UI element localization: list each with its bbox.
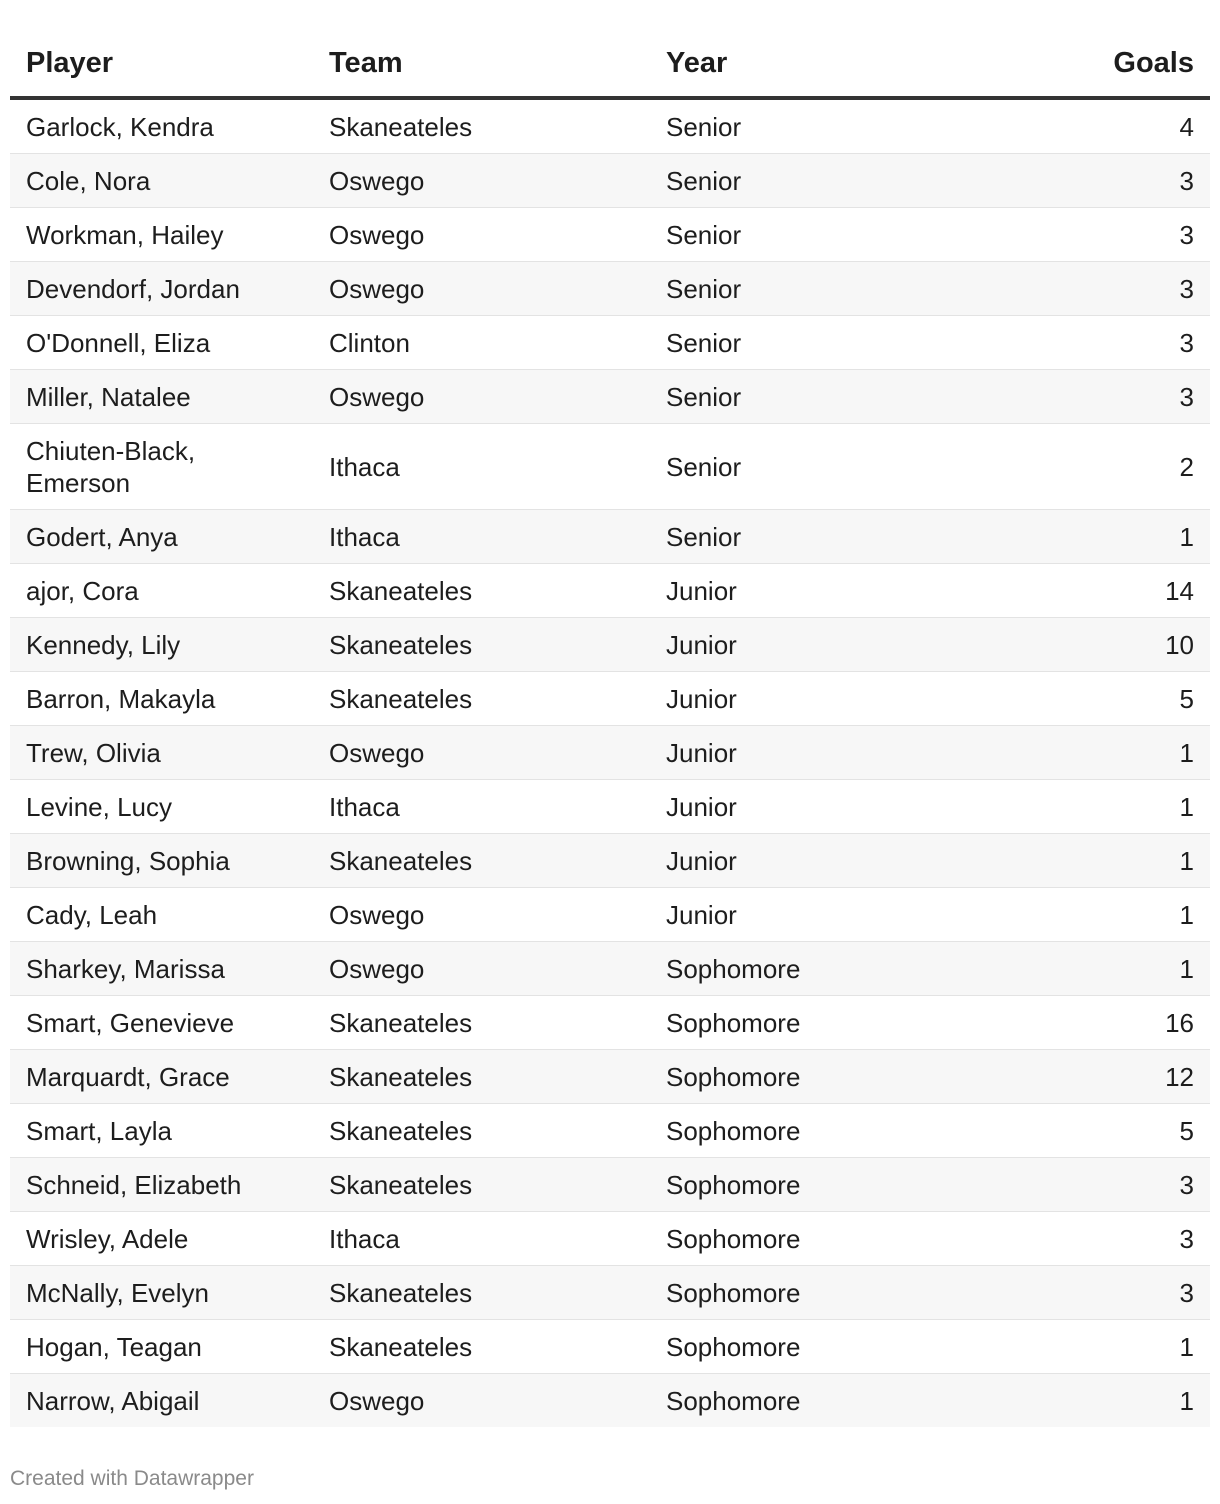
table-row [10, 780, 1210, 834]
table-row [10, 834, 1210, 888]
cell-player: McNally, Evelyn [10, 1266, 313, 1320]
cell-team: Skaneateles [313, 98, 650, 154]
table-row [10, 1104, 1210, 1158]
cell-year: Sophomore [650, 1158, 980, 1212]
cell-goals: 1 [980, 888, 1210, 942]
cell-player: O'Donnell, Eliza [10, 316, 313, 370]
table-row [10, 510, 1210, 564]
table-row [10, 1320, 1210, 1374]
table-body [10, 98, 1210, 1427]
cell-year: Senior [650, 510, 980, 564]
cell-team: Clinton [313, 316, 650, 370]
cell-goals: 3 [980, 1266, 1210, 1320]
table-row [10, 98, 1210, 154]
table-row [10, 262, 1210, 316]
column-header-year[interactable]: Year [650, 34, 980, 98]
cell-team: Skaneateles [313, 672, 650, 726]
cell-team: Oswego [313, 888, 650, 942]
cell-goals: 1 [980, 1320, 1210, 1374]
cell-goals: 5 [980, 672, 1210, 726]
cell-goals: 2 [980, 424, 1210, 510]
cell-player: Devendorf, Jordan [10, 262, 313, 316]
cell-year: Sophomore [650, 942, 980, 996]
cell-player: Trew, Olivia [10, 726, 313, 780]
cell-goals: 3 [980, 1158, 1210, 1212]
table-row [10, 996, 1210, 1050]
cell-team: Skaneateles [313, 1266, 650, 1320]
cell-team: Skaneateles [313, 1050, 650, 1104]
table-row [10, 208, 1210, 262]
cell-player: Barron, Makayla [10, 672, 313, 726]
cell-goals: 3 [980, 370, 1210, 424]
cell-year: Sophomore [650, 1374, 980, 1428]
cell-goals: 3 [980, 316, 1210, 370]
cell-year: Sophomore [650, 1320, 980, 1374]
cell-team: Oswego [313, 1374, 650, 1428]
cell-team: Ithaca [313, 780, 650, 834]
cell-team: Ithaca [313, 424, 650, 510]
cell-player: Workman, Hailey [10, 208, 313, 262]
cell-year: Senior [650, 370, 980, 424]
table-row [10, 888, 1210, 942]
cell-player: Garlock, Kendra [10, 98, 313, 154]
cell-player: Godert, Anya [10, 510, 313, 564]
cell-year: Sophomore [650, 1050, 980, 1104]
cell-goals: 5 [980, 1104, 1210, 1158]
cell-goals: 1 [980, 510, 1210, 564]
cell-team: Skaneateles [313, 618, 650, 672]
cell-goals: 1 [980, 780, 1210, 834]
cell-player: Levine, Lucy [10, 780, 313, 834]
cell-goals: 1 [980, 834, 1210, 888]
table-row [10, 1374, 1210, 1428]
cell-goals: 3 [980, 262, 1210, 316]
header-row [10, 34, 1210, 98]
cell-goals: 3 [980, 1212, 1210, 1266]
table-row [10, 564, 1210, 618]
cell-player: Browning, Sophia [10, 834, 313, 888]
cell-year: Sophomore [650, 1212, 980, 1266]
table-row [10, 370, 1210, 424]
table-row [10, 618, 1210, 672]
table-row [10, 1212, 1210, 1266]
cell-player: Hogan, Teagan [10, 1320, 313, 1374]
cell-team: Skaneateles [313, 834, 650, 888]
cell-year: Junior [650, 618, 980, 672]
cell-player: Smart, Genevieve [10, 996, 313, 1050]
cell-team: Skaneateles [313, 996, 650, 1050]
cell-year: Sophomore [650, 1104, 980, 1158]
cell-player: Marquardt, Grace [10, 1050, 313, 1104]
column-header-goals[interactable]: Goals [980, 34, 1210, 98]
cell-player: Cady, Leah [10, 888, 313, 942]
table-row [10, 672, 1210, 726]
cell-team: Skaneateles [313, 1104, 650, 1158]
cell-player: Miller, Natalee [10, 370, 313, 424]
cell-player: Schneid, Elizabeth [10, 1158, 313, 1212]
cell-team: Ithaca [313, 510, 650, 564]
table-row [10, 942, 1210, 996]
table-header [10, 34, 1210, 98]
cell-team: Oswego [313, 154, 650, 208]
cell-player: Sharkey, Marissa [10, 942, 313, 996]
cell-team: Ithaca [313, 1212, 650, 1266]
cell-goals: 3 [980, 208, 1210, 262]
cell-team: Oswego [313, 942, 650, 996]
footer-credit: Created with Datawrapper [10, 1467, 254, 1490]
cell-goals: 1 [980, 942, 1210, 996]
cell-year: Junior [650, 672, 980, 726]
cell-team: Skaneateles [313, 1158, 650, 1212]
table-row [10, 154, 1210, 208]
cell-year: Senior [650, 262, 980, 316]
cell-year: Senior [650, 208, 980, 262]
table-row [10, 1158, 1210, 1212]
table-row [10, 1266, 1210, 1320]
cell-goals: 16 [980, 996, 1210, 1050]
cell-year: Sophomore [650, 1266, 980, 1320]
cell-team: Skaneateles [313, 564, 650, 618]
cell-player: Wrisley, Adele [10, 1212, 313, 1266]
cell-team: Skaneateles [313, 1320, 650, 1374]
cell-goals: 3 [980, 154, 1210, 208]
cell-year: Junior [650, 888, 980, 942]
cell-player: Narrow, Abigail [10, 1374, 313, 1428]
cell-team: Oswego [313, 370, 650, 424]
cell-goals: 1 [980, 1374, 1210, 1428]
cell-team: Oswego [313, 726, 650, 780]
cell-year: Senior [650, 424, 980, 510]
cell-goals: 10 [980, 618, 1210, 672]
table-container [10, 0, 1210, 1491]
cell-year: Senior [650, 98, 980, 154]
column-header-team[interactable]: Team [313, 34, 650, 98]
cell-year: Senior [650, 316, 980, 370]
cell-goals: 1 [980, 726, 1210, 780]
cell-year: Sophomore [650, 996, 980, 1050]
cell-team: Oswego [313, 262, 650, 316]
cell-goals: 12 [980, 1050, 1210, 1104]
cell-player: Smart, Layla [10, 1104, 313, 1158]
cell-player: Kennedy, Lily [10, 618, 313, 672]
table-row [10, 1050, 1210, 1104]
cell-goals: 14 [980, 564, 1210, 618]
cell-year: Junior [650, 564, 980, 618]
cell-team: Oswego [313, 208, 650, 262]
cell-player: Chiuten-Black, Emerson [10, 424, 313, 510]
cell-year: Junior [650, 726, 980, 780]
cell-player: ajor, Cora [10, 564, 313, 618]
table-row [10, 424, 1210, 510]
cell-year: Senior [650, 154, 980, 208]
goals-table [10, 34, 1210, 1427]
table-row [10, 316, 1210, 370]
cell-year: Junior [650, 780, 980, 834]
column-header-player[interactable]: Player [10, 34, 313, 98]
cell-player: Cole, Nora [10, 154, 313, 208]
cell-goals: 4 [980, 98, 1210, 154]
cell-year: Junior [650, 834, 980, 888]
table-row [10, 726, 1210, 780]
